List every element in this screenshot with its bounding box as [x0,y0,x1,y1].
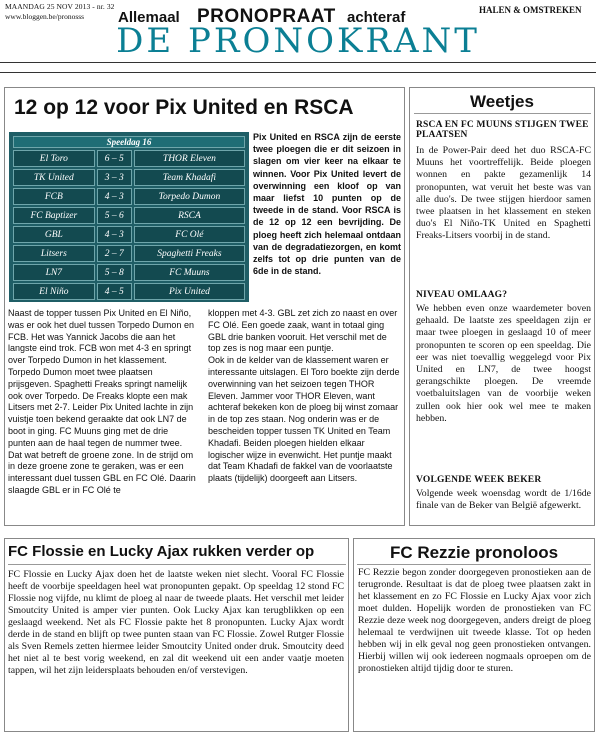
flossie-headline: FC Flossie en Lucky Ajax rukken verder op [8,543,315,560]
table-cell: 2 – 7 [97,245,132,262]
table-cell: TK United [13,169,95,186]
weetje-text: We hebben even onze waardemeter boven gehaald. De laatste zes speeldagen zijn er maar twee ploegen in geslaagd 10 of meer pronopunten te scoren op een speeldag. Die eer was niet toevallig weggelegd voor Pix United en LN7, de twee hoogst gerangschikte ploegen. De vreemde voetbaluitslagen van de voorbije weken zullen ook hier ook wel mee te maken hebben. [416,303,591,424]
weetje-text: Volgende week woensdag wordt de 1/16de finale van de Beker van België afgewerkt. [416,488,591,512]
table-cell: LN7 [13,264,95,281]
table-cell: GBL [13,226,95,243]
weetjes-title: Weetjes [470,92,534,111]
location-label: HALEN & OMSTREKEN [479,5,582,15]
table-cell: 5 – 6 [97,207,132,224]
table-row [13,150,245,167]
table-row [13,207,245,224]
table-cell: 4 – 5 [97,283,132,300]
flossie-body: FC Flossie en Lucky Ajax doen het de laatste weken niet slecht. Vooral FC Flossie heeft de voorbije speeldagen heel wat pronopunten gepakt. Op speeldag 12 stond FC Flossie nog vijfde, nu klimt de ploeg al naar de tweede plaats. Het verschil met leider Smoutcity United is amper vier punten. Ook Lucky Ajax kan terugblikken op een geslaagd weekend. Net als FC Flossie pakte het 8 pronopunten. Lucky Ajax wordt derde in de stand en blijft op twee punten staan van FC Flossie. Zowel Rutger Flossie als Sven Remels zetten hiermee leider Smoutcity United onder druk. Smoutcity deed het niet al te best vorig weekend, en zal dit weekend uit een ander vaatje moeten tappen, wil het zijn leidersplaats behouden en/of verstevigen. [8,569,344,676]
tagline-right: achteraf [347,9,406,26]
table-row [13,188,245,205]
tagline-center: PRONOPRAAT [197,6,336,27]
results-table [9,132,249,302]
table-cell: Torpedo Dumon [134,188,245,205]
table-cell: Spaghetti Freaks [134,245,245,262]
table-cell: El Toro [13,150,95,167]
table-row [13,283,245,300]
table-cell: 6 – 5 [97,150,132,167]
table-cell: El Niño [13,283,95,300]
lead-headline: 12 op 12 voor Pix United en RSCA [14,96,354,119]
table-cell: Litsers [13,245,95,262]
table-cell: 4 – 3 [97,188,132,205]
table-cell: Pix United [134,283,245,300]
table-cell: FC Olé [134,226,245,243]
rezzie-body: FC Rezzie begon zonder doorgegeven pronostieken aan de terugronde. Resultaat is dat de ploeg twee plaatsen zakt in het klassement en zo FC Flossie en Lucky Ajax voor zich moet dulden. Hopelijk worden de pronostieken van FC Rezzie deze week nog doorgegeven, anders dreigt de ploeg helemaal te verdwijnen uit tweede klasse. Tot op heden hebben wij in elk geval nog geen pronostieken ontvangen. Hierbij willen wij ook iedereen nogmaals oproepen om de pronostieken altijd tijdig door te sturen. [358,567,591,674]
table-cell: Team Khadafi [134,169,245,186]
blog-url: www.bloggen.be/pronosss [5,12,85,21]
lead-body-right: kloppen met 4-3. GBL zet zich zo naast en over FC Olé. Een goede zaak, want in totaal ging GBL drie banken vooruit. Het verschil met de top zes is nog maar een puntje. Ook in de kelder van de klassement waren er interessante uitslagen. El Toro boekte zijn derde overwinning van het seizoen tegen THOR Eleven. Jammer voor THOR Eleven, want achteraf bekeken kon de ploeg bij winst zomaar in de top zes staan. Nog onderin was er de bescheiden topper tussen TK United en Team Khadafi. Beiden ploegen hielden elkaar logischer wijze in evenwicht. Het puntje maakt dat Team Khadafi de fakkel van de voorlaatste plaats (tijdelijk) doorgeeft aan Litsers. [208,308,400,484]
rezzie-headline: FC Rezzie pronoloos [389,543,559,562]
table-row [13,264,245,281]
masthead-title: DE PRONOKRANT [116,21,480,61]
table-cell: 5 – 8 [97,264,132,281]
table-cell: 3 – 3 [97,169,132,186]
table-cell: FCB [13,188,95,205]
lead-body-left: Naast de topper tussen Pix United en El Niño, was er ook het duel tussen Torpedo Dumon en FCB. Het was Yannick Jacobs die aan het langste eind trok. FCB won met 4-3 en springt over Torpedo Dumon in het klassement. Torpedo Dumon moet twee plaatsen prijsgeven. Spaghetti Freaks springt namelijk ook over Torpedo. De Freaks klopte een mak Litsers met 2-7. Leider Pix United lachte in zijn vuistje toen bekend geraakte dat ook LN7 de boot in ging. FC Muuns ging met de drie punten aan de haal tegen de nummer twee. Dat wat betreft de groene zone. In de strijd om in deze groene zone te geraken, was er een interessant duel tussen GBL en FC Olé. Daarin slaagde GBL er in FC Olé te [8,308,196,495]
table-cell: 4 – 3 [97,226,132,243]
table-cell: FC Muuns [134,264,245,281]
table-cell: FC Baptizer [13,207,95,224]
masthead-rule [0,62,596,63]
table-row [13,169,245,186]
tagline-left: Allemaal [118,9,180,26]
weetje-heading: RSCA EN FC MUUNS STIJGEN TWEE PLAATSEN [416,120,589,140]
masthead-rule-lower [0,72,596,73]
lead-intro: Pix United en RSCA zijn de eerste twee ploegen die er dit seizoen in slagen om vier keer na elkaar te winnen. Voor Pix United levert de overwinning een kloof op van maar liefst 10 punten op de tweede in de stand. Voor RSCA is de 12 op 12 een bevrijding. De ploeg heeft zich helemaal ontdaan van de degradatiezorgen, en komt zelfs tot op drie punten van de 6de in de stand. [253,132,401,277]
weetje-heading: VOLGENDE WEEK BEKER [416,475,542,485]
table-row [13,245,245,262]
weetje-heading: NIVEAU OMLAAG? [416,290,508,300]
table-cell: RSCA [134,207,245,224]
results-table-header: Speeldag 16 [13,136,245,148]
issue-date: MAANDAG 25 NOV 2013 - nr. 32 [5,2,115,11]
weetje-text: In de Power-Pair deed het duo RSCA-FC Muuns het voortreffelijk. Beide ploegen wonnen en pakte gezamenlijk 14 pronopunten, wat veruit het beste was van alle duo's. De twee stijgen hierdoor samen twee plaatsen in het klassement en steken duo's El Niño-TK United en Spaghetti Freaks-Litsers voorbij in de stand. [416,145,591,242]
table-cell: THOR Eleven [134,150,245,167]
table-row [13,226,245,243]
